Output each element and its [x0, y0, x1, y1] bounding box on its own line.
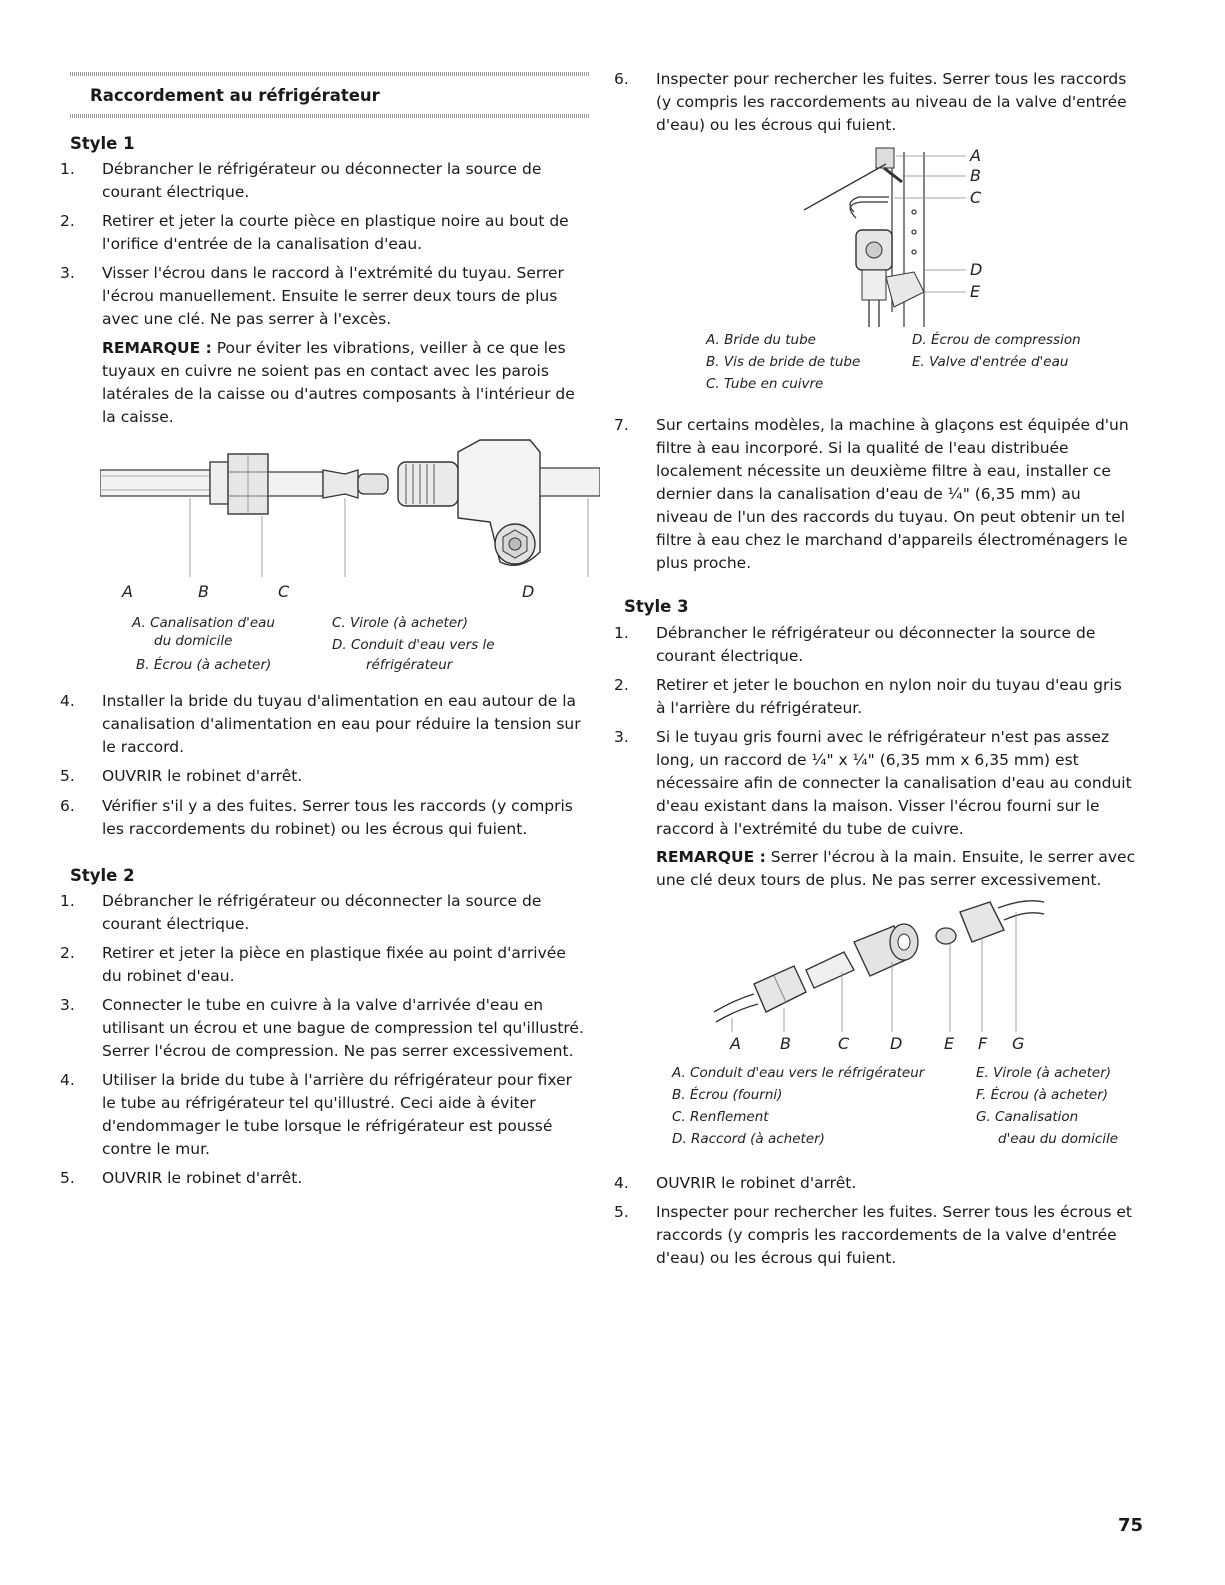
fig1-letter-c: C — [278, 582, 290, 601]
step-number: 5. — [60, 1169, 75, 1187]
fig3-letter-b: B — [780, 1034, 791, 1053]
step-text: OUVRIR le robinet d'arrêt. — [102, 1169, 303, 1187]
fig3-letter-f: F — [978, 1034, 988, 1053]
fig3-letter-d: D — [890, 1034, 903, 1053]
step-number: 3. — [60, 264, 75, 282]
page-number: 75 — [1118, 1515, 1144, 1536]
step-text: Sur certains modèles, la machine à glaçons est équipée d'un filtre à eau incorporé. Si la qualité de l'eau distribuée localement nécessite un deuxième filtre à eau, installer ce dernier dans la canalisation d'eau de ¼" (6,35 mm) au niveau de l'un des raccords du tuyau. On peut obtenir un tel filtre à eau chez le marchand d'appareils électroménagers le plus proche. — [656, 416, 1129, 572]
step-text: Débrancher le réfrigérateur ou déconnecter la source de courant électrique. — [102, 160, 542, 201]
fig2-caption-c: C. Tube en cuivre — [706, 376, 824, 392]
union-fitting — [854, 924, 918, 976]
nut — [210, 454, 268, 514]
pipe-left — [100, 470, 210, 496]
step-number: 3. — [60, 996, 75, 1014]
fig2-caption-e: E. Valve d'entrée d'eau — [912, 354, 1069, 370]
fig2-letter-c: C — [970, 188, 982, 207]
fig1-letter-b: B — [198, 582, 209, 601]
step-number: 4. — [614, 1174, 629, 1192]
leader-lines — [894, 156, 966, 292]
style3-figure — [714, 892, 1044, 1032]
step-number: 2. — [60, 944, 75, 962]
style1-figure — [100, 422, 600, 602]
step-text: Connecter le tube en cuivre à la valve d'arrivée d'eau en utilisant un écrou et une bague de compression tel qu'illustré. Serrer l'écrou de compression. Ne pas serrer excessivement. — [102, 996, 584, 1060]
step-text: Vérifier s'il y a des fuites. Serrer tous les raccords (y compris les raccordements du robinet) ou les écrous qui fuient. — [102, 797, 573, 838]
fig3-caption-d: D. Raccord (à acheter) — [672, 1131, 825, 1147]
fig1-caption-a2: du domicile — [154, 633, 233, 649]
header-rule-bottom — [70, 114, 590, 118]
style2-heading: Style 2 — [70, 866, 135, 885]
step-number: 5. — [614, 1203, 629, 1221]
fig1-letter-d: D — [522, 582, 535, 601]
step-text: Retirer et jeter le bouchon en nylon noir du tuyau d'eau gris à l'arrière du réfrigérateur. — [656, 676, 1122, 717]
step-text: Retirer et jeter la courte pièce en plastique noire au bout de l'orifice d'entrée de la canalisation d'eau. — [102, 212, 569, 253]
step-text: Visser l'écrou dans le raccord à l'extrémité du tuyau. Serrer l'écrou manuellement. Ensuite le serrer deux tours de plus avec une clé. Ne pas serrer à l'excès. — [102, 264, 564, 328]
step-number: 1. — [60, 892, 75, 910]
step-text: Si le tuyau gris fourni avec le réfrigérateur n'est pas assez long, un raccord de ¼" x ¼" (6,35 mm x 6,35 mm) est nécessaire afin de connecter la canalisation d'eau au conduit d'eau existant dans la maison. Visser l'écrou fourni sur le raccord à l'extrémité du tube de cuivre. — [656, 728, 1132, 838]
step-text: Installer la bride du tuyau d'alimentation en eau autour de la canalisation d'alimentation en eau pour réduire la tension sur le raccord. — [102, 692, 581, 756]
step-number: 4. — [60, 1071, 75, 1089]
header-rule-top — [70, 72, 590, 76]
fig1-caption-d: D. Conduit d'eau vers le — [332, 637, 495, 653]
nut-supplied — [754, 966, 806, 1012]
fig2-letter-d: D — [970, 260, 983, 279]
step-number: 1. — [60, 160, 75, 178]
household-water-line — [998, 901, 1044, 920]
fig3-letter-a: A — [730, 1034, 741, 1053]
water-valve — [856, 230, 924, 327]
fig1-letter-a: A — [122, 582, 133, 601]
fig3-caption-f: F. Écrou (à acheter) — [976, 1087, 1109, 1103]
step-number: 7. — [614, 416, 629, 434]
step-text: Inspecter pour rechercher les fuites. Serrer tous les écrous et raccords (y compris les raccordements de la valve d'entrée d'eau) ou les écrous qui fuient. — [656, 1203, 1132, 1267]
note-label: REMARQUE : — [656, 848, 766, 866]
step-number: 6. — [60, 797, 75, 815]
nut-purchased — [960, 902, 1004, 942]
style1-heading: Style 1 — [70, 134, 135, 153]
fig2-caption-a: A. Bride du tube — [706, 332, 816, 348]
step-number: 4. — [60, 692, 75, 710]
step-number: 2. — [60, 212, 75, 230]
step-text: Débrancher le réfrigérateur ou déconnecter la source de courant électrique. — [656, 624, 1096, 665]
fig3-caption-g: G. Canalisation — [976, 1109, 1079, 1125]
tube-clamp — [876, 148, 902, 182]
fig3-letter-g: G — [1012, 1034, 1025, 1053]
bulge — [806, 952, 854, 988]
step-text: OUVRIR le robinet d'arrêt. — [102, 767, 303, 785]
fig1-caption-b: B. Écrou (à acheter) — [136, 657, 272, 673]
fig3-letter-e: E — [944, 1034, 955, 1053]
step-number: 1. — [614, 624, 629, 642]
style3-note — [656, 846, 1144, 892]
style1-note — [102, 337, 590, 429]
fig1-caption-a: A. Canalisation d'eau — [132, 615, 275, 631]
fig3-letter-c: C — [838, 1034, 850, 1053]
step-text: Débrancher le réfrigérateur ou déconnecter la source de courant électrique. — [102, 892, 542, 933]
note-label: REMARQUE : — [102, 339, 212, 357]
fig2-caption-b: B. Vis de bride de tube — [706, 354, 861, 370]
step-number: 3. — [614, 728, 629, 746]
step-text: Inspecter pour rechercher les fuites. Serrer tous les raccords (y compris les raccordements au niveau de la valve d'entrée d'eau) ou les écrous qui fuient. — [656, 70, 1127, 134]
copper-tube — [804, 164, 889, 218]
fig1-caption-c: C. Virole (à acheter) — [332, 615, 468, 631]
ferrule — [936, 928, 956, 944]
ferrule — [268, 470, 388, 498]
step-text: Retirer et jeter la pièce en plastique fixée au point d'arrivée du robinet d'eau. — [102, 944, 566, 985]
fig3-caption-a: A. Conduit d'eau vers le réfrigérateur — [672, 1065, 925, 1081]
fig3-caption-e: E. Virole (à acheter) — [976, 1065, 1112, 1081]
fig2-letter-b: B — [970, 166, 981, 185]
fig2-caption-d: D. Écrou de compression — [912, 332, 1081, 348]
refrigerator-water-line — [714, 994, 758, 1022]
fig2-letter-a: A — [970, 146, 981, 165]
style3-heading: Style 3 — [624, 597, 689, 616]
step-number: 2. — [614, 676, 629, 694]
note-text: Serrer l'écrou à la main. Ensuite, le serrer avec une clé deux tours de plus. Ne pas serrer excessivement. — [656, 848, 1136, 889]
fig2-letter-e: E — [970, 282, 981, 301]
step-text: Utiliser la bride du tube à l'arrière du réfrigérateur pour fixer le tube au réfrigérateur tel qu'illustré. Ceci aide à éviter d'endommager le tube lorsque le réfrigérateur est poussé contre le mur. — [102, 1071, 572, 1158]
note-text: Pour éviter les vibrations, veiller à ce que les tuyaux en cuivre ne soient pas en contact avec les parois latérales de la caisse ou d'autres composants à l'intérieur de la caisse. — [102, 339, 575, 426]
refrigerator-tube — [398, 440, 600, 565]
fig3-caption-b: B. Écrou (fourni) — [672, 1087, 783, 1103]
fig3-caption-c: C. Renflement — [672, 1109, 769, 1125]
section-header — [60, 72, 590, 122]
section-title: Raccordement au réfrigérateur — [90, 86, 380, 105]
fig1-caption-d2: réfrigérateur — [366, 657, 453, 673]
step-number: 6. — [614, 70, 629, 88]
fig3-caption-g2: d'eau du domicile — [998, 1131, 1119, 1147]
step-text: OUVRIR le robinet d'arrêt. — [656, 1174, 857, 1192]
step-number: 5. — [60, 767, 75, 785]
